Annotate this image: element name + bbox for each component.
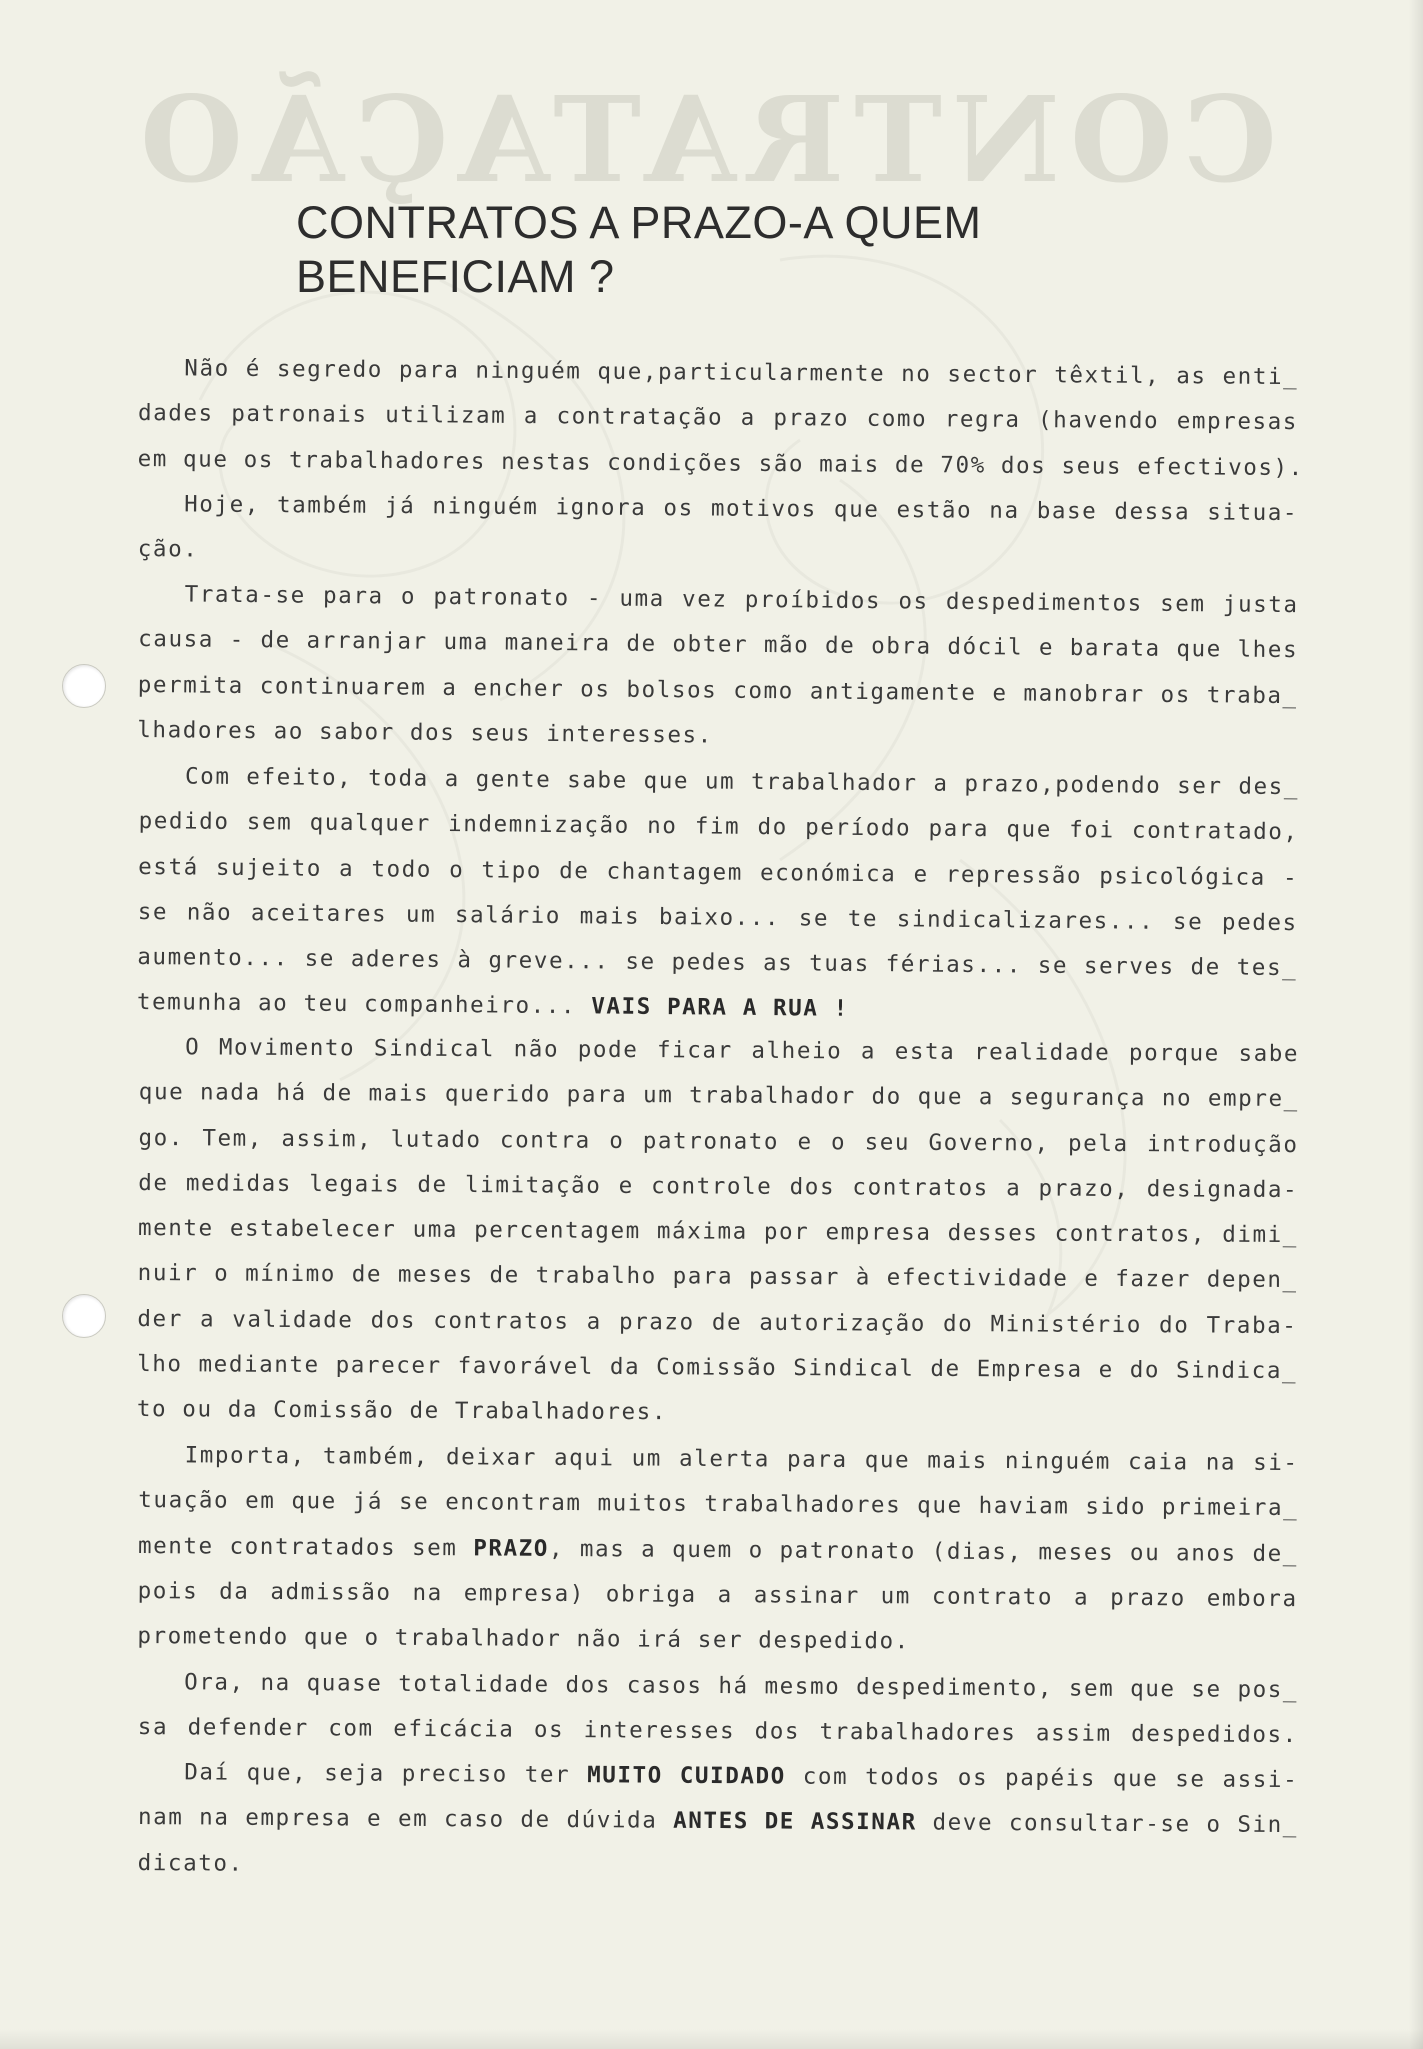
emphasis-antes-de-assinar: ANTES DE ASSINAR: [673, 1808, 917, 1836]
text-line: Não é segredo para ninguém que,particularmente no sector têxtil, as enti_: [184, 355, 1299, 391]
punch-hole-upper: [62, 664, 106, 708]
text-line: O Movimento Sindical não pode ficar alheio a esta realidade porque sabe: [185, 1034, 1300, 1068]
text-line: to ou da Comissão de Trabalhadores.: [136, 1396, 668, 1427]
text-line: ção.: [137, 536, 199, 563]
text-line: mente estabelecer uma percentagem máxima por empresa desses contratos, dimi_: [137, 1215, 1299, 1249]
text-line: [138, 1796, 1298, 1849]
text-segment: mente contratados sem: [137, 1532, 458, 1561]
text-line: [138, 1524, 1298, 1577]
paragraph-5: [137, 1025, 1299, 1440]
text-line: causa - de arranjar uma maneira de obter mão de obra dócil e barata que lhes: [138, 626, 1299, 664]
text-line: pois da admissão na empresa) obriga a assinar um contrato a prazo embora: [137, 1578, 1298, 1613]
page-edge-shadow: [1409, 0, 1423, 2049]
punch-hole-lower: [62, 1294, 106, 1338]
text-line: de medidas legais de limitação e controle dos contratos a prazo, designada-: [138, 1170, 1299, 1204]
text-line: está sujeito a todo o tipo de chantagem económica e repressão psicológica -: [138, 853, 1299, 891]
text-line: lhadores ao sabor dos seus interesses.: [137, 717, 714, 749]
text-line: Hoje, também já ninguém ignora os motivos que estão na base dessa situa-: [184, 491, 1299, 527]
text-line: aumento... se aderes à greve... se pedes as tuas férias... se serves de tes_: [137, 943, 1298, 981]
emphasis-vais-para-a-rua: VAIS PARA A RUA !: [591, 993, 849, 1022]
paragraph-6: [137, 1433, 1299, 1668]
text-line: Ora, na quase totalidade dos casos há mesmo despedimento, sem que se pos_: [184, 1668, 1299, 1703]
text-line: tuação em que já se encontram muitos trabalhadores que haviam sido primeira_: [138, 1487, 1299, 1522]
text-line: go. Tem, assim, lutado contra o patronato e o seu Governo, pela introdução: [138, 1125, 1299, 1159]
paragraph-8: [138, 1750, 1299, 1894]
text-segment: temunha ao teu companheiro...: [136, 989, 577, 1020]
paragraph-1: [137, 346, 1304, 491]
text-line: permita continuarem a encher os bolsos como antigamente e manobrar os traba_: [137, 672, 1298, 710]
text-line: se não aceitares um salário mais baixo... se te sindicalizares... se pedes: [137, 898, 1298, 936]
text-line: der a validade dos contratos a prazo de autorização do Ministério do Traba-: [137, 1306, 1298, 1340]
paragraph-4: [137, 754, 1300, 1037]
text-line: prometendo que o trabalhador não irá ser despedido.: [137, 1623, 910, 1655]
text-line: em que os trabalhadores nestas condições são mais de 70% dos seus efectivos).: [137, 445, 1304, 481]
text-line: pedido sem qualquer indemnização no fim do período para que foi contratado,: [138, 807, 1299, 846]
text-line: dades patronais utilizam a contratação a prazo como regra (havendo empresas: [137, 400, 1299, 436]
text-line: que nada há de mais querido para um trabalhador do que a segurança no empre_: [138, 1079, 1299, 1113]
text-line: Importa, também, deixar aqui um alerta para que mais ninguém caia na si-: [184, 1442, 1299, 1477]
text-line: sa defender com eficácia os interesses dos trabalhadores assim despedidos.: [137, 1713, 1298, 1749]
text-segment: deve consultar-se o Sin_: [932, 1810, 1299, 1839]
text-segment: com todos os papéis que se assi-: [802, 1763, 1299, 1794]
text-line: Com efeito, toda a gente sabe que um trabalhador a prazo,podendo ser des_: [184, 763, 1300, 800]
page-bottom-shadow: [0, 2029, 1423, 2049]
text-segment: Daí que, seja preciso ter: [184, 1759, 571, 1789]
paragraph-2: [138, 482, 1299, 582]
article-body: [136, 346, 1304, 1886]
paragraph-3: [137, 572, 1299, 764]
document-title: [296, 196, 981, 304]
paragraph-7: [138, 1660, 1299, 1759]
watermark-mirrored-heading: CONTRATAÇÃO: [130, 70, 1277, 209]
emphasis-prazo: PRAZO: [473, 1535, 550, 1562]
emphasis-muito-cuidado: MUITO CUIDADO: [587, 1762, 786, 1790]
text-line: nuir o mínimo de meses de trabalho para passar à efectividade e fazer depen_: [137, 1260, 1298, 1295]
text-segment: , mas a quem o patronato (dias, meses ou anos de_: [548, 1535, 1299, 1567]
text-line: Trata-se para o patronato - uma vez proíbidos os despedimentos sem justa: [184, 581, 1299, 619]
text-segment: nam na empresa e em caso de dúvida: [137, 1804, 658, 1835]
text-line: dicato.: [137, 1849, 244, 1877]
text-line: lho mediante parecer favorável da Comissão Sindical de Empresa e do Sindica_: [137, 1351, 1298, 1385]
title-line: BENEFICIAM ?: [296, 251, 615, 302]
title-line: CONTRATOS A PRAZO-A QUEM: [296, 197, 982, 248]
